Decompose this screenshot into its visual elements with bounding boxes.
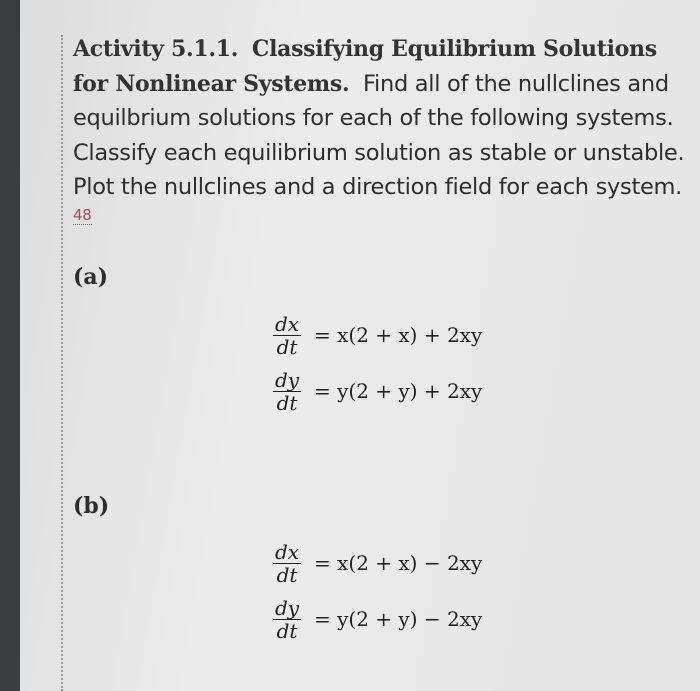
fraction-numerator: dx	[274, 311, 300, 336]
fraction-denominator: dt	[276, 618, 298, 643]
activity-title: Activity 5.1.1.	[73, 36, 239, 62]
equation	[270, 535, 482, 591]
fraction-denominator: dt	[276, 562, 298, 587]
fraction-denominator: dt	[276, 334, 298, 359]
part-a-label: (a)	[73, 264, 109, 290]
equation-rhs: = x(2 + x) + 2xy	[314, 323, 483, 347]
margin-rule	[61, 35, 63, 691]
equation	[270, 307, 482, 363]
fraction-numerator: dy	[274, 367, 300, 392]
part-a-equations	[270, 307, 482, 419]
equation	[270, 363, 482, 419]
part-b-equations	[270, 535, 482, 647]
photo-edge	[0, 0, 20, 691]
equation	[270, 591, 482, 647]
fraction-denominator: dt	[276, 390, 298, 415]
activity-statement	[73, 32, 693, 239]
equation-rhs: = y(2 + y) + 2xy	[314, 379, 483, 403]
activity-body: Find all of the nullclines and equilbrium solutions for each of the following systems. Classify each equilibrium solution as stable or unstable. Plot the nullclines and a direction field for each system.	[73, 70, 685, 200]
fraction-numerator: dy	[274, 595, 300, 620]
footnote-link[interactable]: 48	[73, 206, 92, 224]
fraction-numerator: dx	[274, 539, 300, 564]
activity-subtitle: Classifying Equilibrium Solutions for Nonlinear Systems.	[73, 36, 657, 97]
part-b-label: (b)	[73, 493, 110, 519]
equation-rhs: = x(2 + x) − 2xy	[314, 551, 483, 575]
equation-rhs: = y(2 + y) − 2xy	[314, 607, 483, 631]
